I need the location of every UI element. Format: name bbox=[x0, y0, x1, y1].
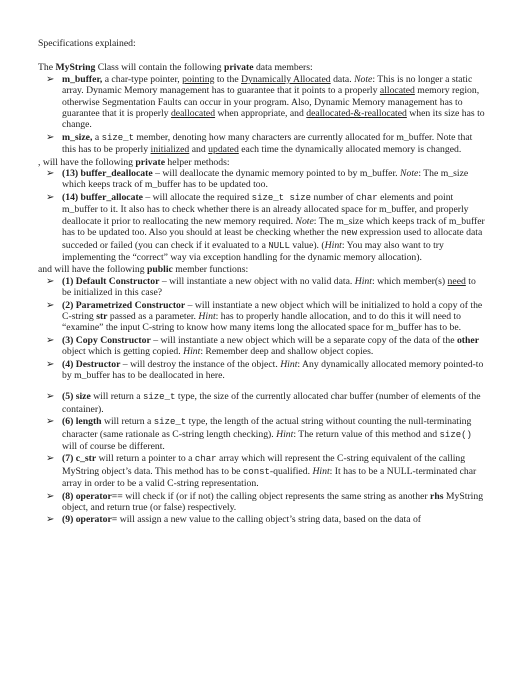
intro-line: The MyString Class will contain the following private data members: bbox=[38, 62, 313, 74]
arrow-bullet-icon: ➢ bbox=[46, 131, 55, 143]
arrow-bullet-icon: ➢ bbox=[46, 514, 55, 526]
bullet-item: ➢ (2) Parametrized Constructor – will instantiate a new object which will be initialized to hold a copy of the C-string str passed as a parameter. Hint: has to properly handle allocation, and to do this it will need to “examine” the input C-string to know how many items long the allocated space for m_buffer has to be. bbox=[46, 299, 483, 334]
arrow-bullet-icon: ➢ bbox=[46, 453, 55, 465]
bullet-item: ➢ (7) c_str will return a pointer to a char array which will represent the C-string equivalent of the calling MyString object’s data. This method has to be const-qualified. Hint: It has to be a NULL-terminated char array in order to be a valid C-string representation. bbox=[46, 453, 477, 490]
arrow-bullet-icon: ➢ bbox=[46, 334, 55, 346]
bullet-item: ➢ m_size, a size_t member, denoting how many characters are currently allocated for m_buffer. Note that this has to be properly initialized and updated each time the dynamically allocated memory is changed. bbox=[46, 131, 473, 156]
arrow-bullet-icon: ➢ bbox=[46, 299, 55, 311]
helper-methods-list bbox=[38, 168, 485, 263]
data-members-list bbox=[38, 74, 485, 156]
helper-intro-line: , will have the following private helper methods: bbox=[38, 156, 230, 168]
bullet-item: ➢ (4) Destructor – will destroy the instance of the object. Hint: Any dynamically allocated memory pointed-to by m_buffer has to be deallocated in here. bbox=[46, 358, 484, 381]
bullet-item: ➢ (6) length will return a size_t type, the length of the actual string without counting the null-terminating character (same rationale as C-string length checking). Hint: The return value of this method and size() will of course be different. bbox=[46, 416, 472, 452]
arrow-bullet-icon: ➢ bbox=[46, 168, 55, 180]
public-functions-list-b bbox=[38, 391, 485, 525]
arrow-bullet-icon: ➢ bbox=[46, 275, 55, 287]
arrow-bullet-icon: ➢ bbox=[46, 490, 55, 502]
public-intro-line: and will have the following public member functions: bbox=[38, 264, 249, 276]
arrow-bullet-icon: ➢ bbox=[46, 73, 55, 85]
class-name: MyString bbox=[55, 62, 96, 74]
private-keyword: private bbox=[223, 62, 254, 74]
bullet-item: ➢ (14) buffer_allocate – will allocate the required size_t size number of char elements and point m_buffer to it. It also has to check whether there is an already allocated space for m_buffer, and properly deallocate it prior to reallocating the new memory required. Note: The m_size which keeps track of m_buffer has to be updated too. Also you should at least be checking whether the new expression used to allocate data succeded or failed (you can check if it evaluated to a NULL value). (Hint: You may also want to try implementing the “correct” way via exception handling for the dynamic memory allocation). bbox=[46, 191, 485, 263]
bullet-item: ➢ (5) size will return a size_t type, the size of the currently allocated char buffer (number of elements of the container). bbox=[46, 391, 481, 415]
public-keyword: public bbox=[146, 264, 173, 276]
bullet-item: ➢ m_buffer, a char-type pointer, pointing to the Dynamically Allocated data. Note: This is no longer a static array. Dynamic Memory management has to guarantee that it points to a properly allocated memory region, otherwise Segmentation Faults can occur in your program. Also, Dynamic Memory management has to guarantee that it is properly deallocated when appropriate, and deallocated-&-reallocated when its size has to change. bbox=[46, 73, 485, 131]
arrow-bullet-icon: ➢ bbox=[46, 358, 55, 370]
arrow-bullet-icon: ➢ bbox=[46, 416, 55, 428]
paragraph-gap bbox=[38, 382, 485, 391]
arrow-bullet-icon: ➢ bbox=[46, 391, 55, 403]
arrow-bullet-icon: ➢ bbox=[46, 191, 55, 203]
bullet-item: ➢ (3) Copy Constructor – will instantiate a new object which will be a separate copy of the data of the other object which is getting copied. Hint: Remember deep and shallow object copies. bbox=[46, 334, 479, 358]
bullet-item: ➢ (9) operator= will assign a new value to the calling object’s string data, based on the data of bbox=[46, 514, 422, 526]
bullet-item: ➢ (13) buffer_deallocate – will deallocate the dynamic memory pointed to by m_buffer. Note: The m_size which keeps track of m_buffer has to be updated too. bbox=[46, 168, 469, 191]
bullet-item: ➢ (8) operator== will check if (or if not) the calling object represents the same string as another rhs MyString object, and return true (or false) respectively. bbox=[46, 490, 484, 514]
bullet-item: ➢ (1) Default Constructor – will instantiate a new object with no valid data. Hint: which member(s) need to be initialized in this case? bbox=[46, 275, 476, 299]
public-functions-list-a bbox=[38, 276, 485, 382]
private-keyword: private bbox=[135, 156, 165, 168]
section-heading: Specifications explained: bbox=[38, 38, 136, 49]
